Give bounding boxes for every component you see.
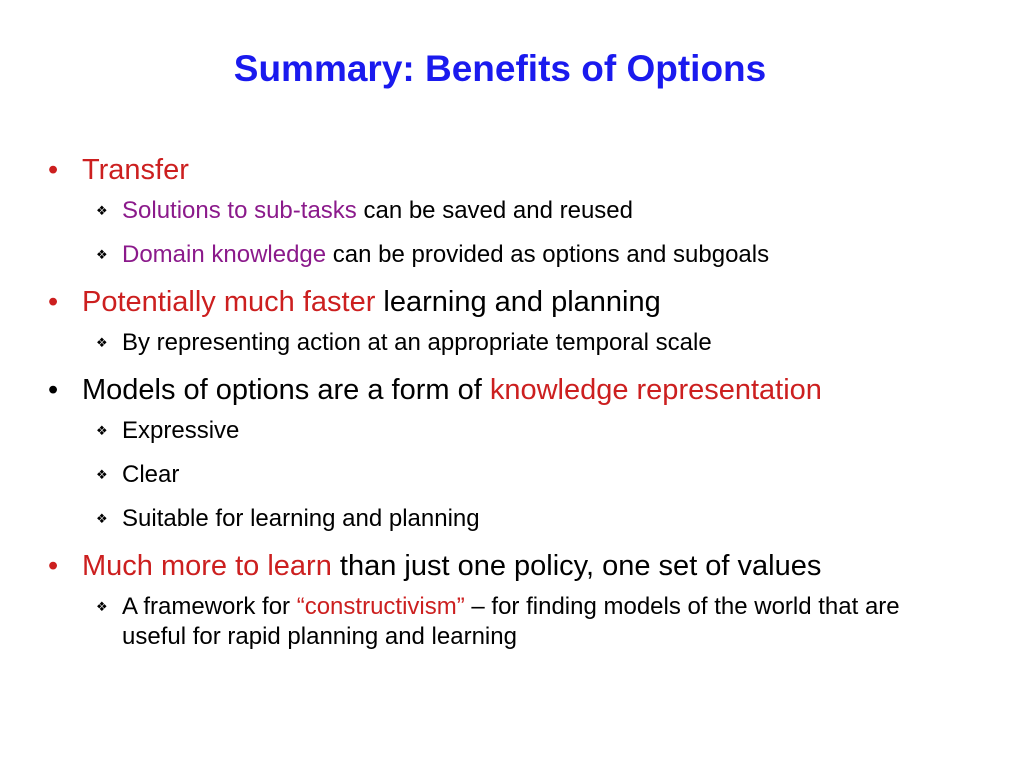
bullet-text: learning and planning <box>375 286 661 318</box>
bullet-text: Transfer <box>82 154 189 186</box>
bullet-dot-icon: • <box>48 154 59 186</box>
diamond-bullet-icon: ❖ <box>96 335 108 350</box>
diamond-bullet-icon: ❖ <box>96 467 108 482</box>
sub-bullet-highlight: Domain knowledge <box>122 241 327 268</box>
sub-bullet-highlight: Solutions to sub-tasks <box>122 197 357 224</box>
bullet-text: Models of options are a form of <box>82 374 490 406</box>
bullet-dot-icon: • <box>48 550 59 582</box>
bullet-item-transfer <box>48 152 1008 188</box>
sub-bullet-item <box>48 592 922 652</box>
bullet-dot-icon: • <box>48 374 59 406</box>
sub-bullet-item <box>48 460 1008 490</box>
sub-bullet-text: Suitable for learning and planning <box>122 505 480 532</box>
sub-bullet-highlight: “constructivism” <box>296 593 465 620</box>
bullet-highlight: Potentially much faster <box>82 286 376 318</box>
sub-bullet-item <box>48 328 1008 358</box>
bullet-dot-icon: • <box>48 286 59 318</box>
sub-bullet-text: – for finding models of the world that are useful for rapid planning and learning <box>122 593 900 650</box>
diamond-bullet-icon: ❖ <box>96 423 108 438</box>
sub-bullet-text: can be saved and reused <box>356 197 633 224</box>
sub-bullet-item <box>48 240 1008 270</box>
sub-bullet-item <box>48 416 1008 446</box>
sub-bullet-item <box>48 504 1008 534</box>
sub-bullet-text: Expressive <box>122 417 240 444</box>
bullet-list <box>48 152 1008 666</box>
diamond-bullet-icon: ❖ <box>96 599 108 614</box>
bullet-highlight: Much more to learn <box>82 550 332 582</box>
slide-title: Summary: Benefits of Options <box>233 48 767 89</box>
sub-bullet-item <box>48 196 1008 226</box>
bullet-highlight: knowledge representation <box>489 374 822 406</box>
bullet-item-models <box>48 372 1008 408</box>
bullet-item-faster <box>48 284 1008 320</box>
bullet-text: than just one policy, one set of values <box>331 550 822 582</box>
diamond-bullet-icon: ❖ <box>96 247 108 262</box>
bullet-item-learn <box>48 548 1008 584</box>
sub-bullet-text: By representing action at an appropriate temporal scale <box>122 329 712 356</box>
diamond-bullet-icon: ❖ <box>96 511 108 526</box>
diamond-bullet-icon: ❖ <box>96 203 108 218</box>
sub-bullet-text: Clear <box>122 461 180 488</box>
sub-bullet-text: can be provided as options and subgoals <box>326 241 770 268</box>
sub-bullet-text: A framework for <box>122 593 297 620</box>
